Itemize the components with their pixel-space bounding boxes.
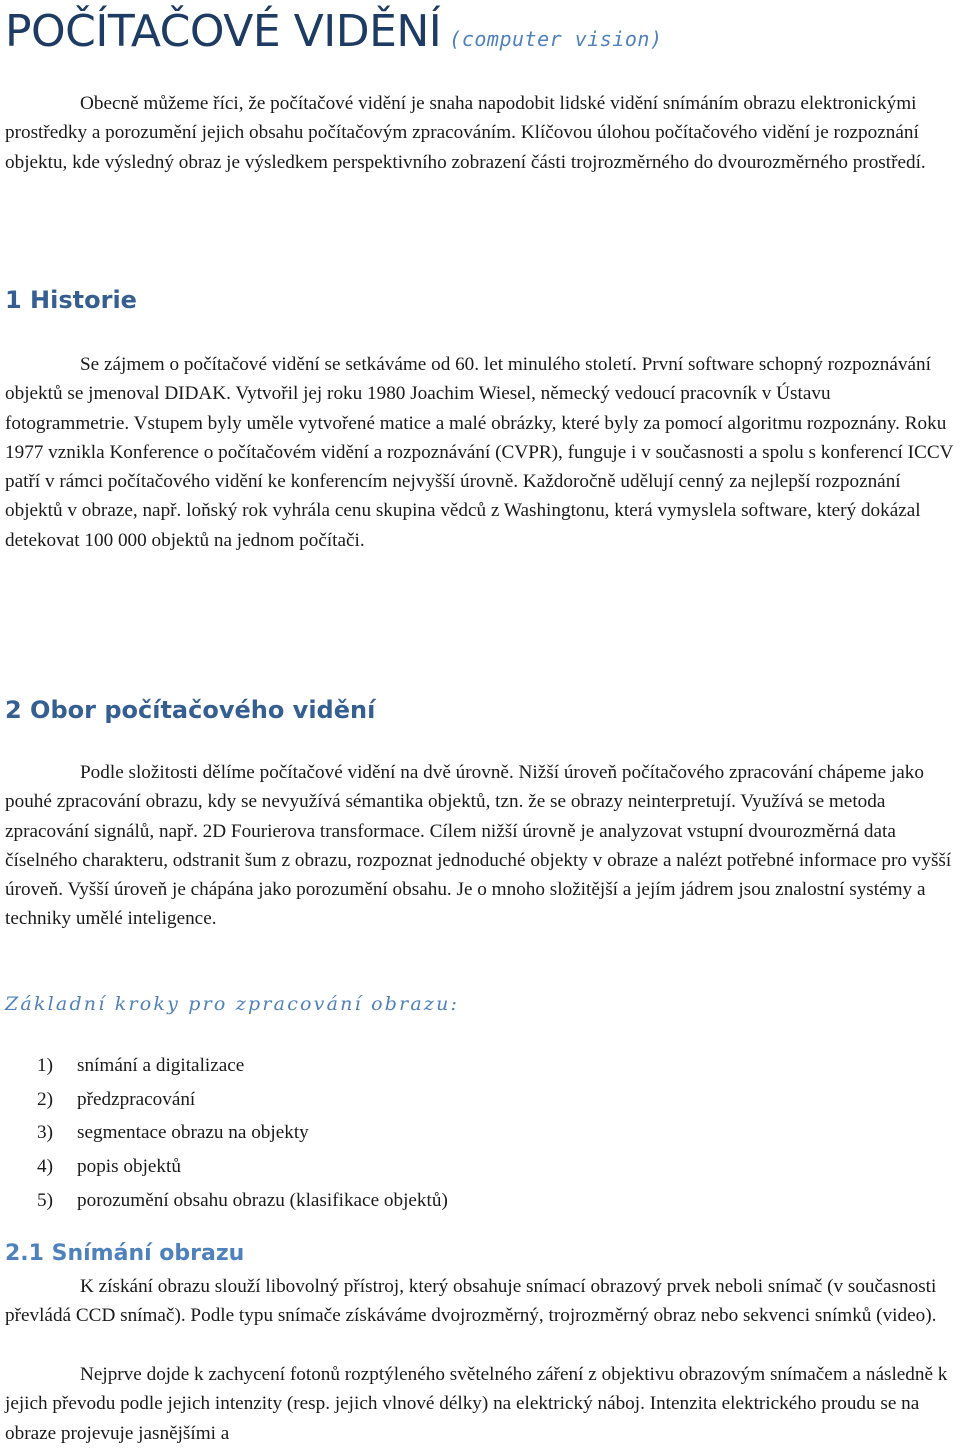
list-item-number: 1)	[37, 1055, 53, 1076]
list-item-label: popis objektů	[77, 1156, 181, 1178]
obor-paragraph: Podle složitosti dělíme počítačové vidění na dvě úrovně. Nižší úroveň počítačového zpracování chápeme jako pouhé zpracování obrazu, kdy se nevyužívá sémantika objektů, tzn. že se obrazy neinterpretují. Využívá se metoda zpracování signálů, např. 2D Fourierova transformace. Cílem nižší úrovně je analyzovat vstupní dvourozměrná data číselného charakteru, odstranit šum z obrazu, rozpoznat jednoduché objekty v obraze a nalézt potřebné informace pro vyšší úroveň. Vyšší úroveň je chápána jako porozumění obsahu. Je o mnoho složitější a jejím jádrem jsou znalostní systémy a techniky umělé inteligence.	[5, 762, 952, 930]
list-item	[37, 1049, 448, 1083]
historie-paragraph: Se zájmem o počítačové vidění se setkáváme od 60. let minulého století. První software schopný rozpoznávání objektů se jmenoval DIDAK. Vytvořil jej roku 1980 Joachim Wiesel, německý vedoucí pracovník v Ústavu fotogrammetrie. Vstupem byly uměle vytvořené matice a malé obrázky, které byly za pomocí algoritmu rozpoznány. Roku 1977 vznikla Konference o počítačovém vidění a rozpoznávání (CVPR), funguje i v současnosti a spolu s konferencí ICCV patří v rámci počítačového vidění ke konferencím nejvyšší úrovně. Každoročně udělují cenný za nejlepší rozpoznání objektů v obraze, např. loňský rok vyhrála cenu skupina vědců z Washingtonu, která vymyslela software, který dokázal detekovat 100 000 objektů na jednom počítači.	[5, 354, 954, 551]
list-item-label: snímání a digitalizace	[77, 1055, 245, 1076]
list-item	[37, 1184, 448, 1218]
list-item-label: segmentace obrazu na objekty	[77, 1122, 309, 1144]
snimani-paragraph-1: K získání obrazu slouží libovolný přístroj, který obsahuje snímací obrazový prvek neboli snímač (v současnosti převládá CCD snímač). Podle typu snímače získáváme dvojrozměrný, trojrozměrný obraz nebo sekvenci snímků (video).	[5, 1276, 937, 1327]
section-heading-obor: 2 Obor počítačového vidění	[5, 696, 376, 724]
list-item-label: porozumění obsahu obrazu (klasifikace objektů)	[77, 1189, 448, 1211]
list-item	[37, 1116, 448, 1150]
list-item	[37, 1150, 448, 1184]
list-item	[37, 1083, 448, 1117]
title-main: POČÍTAČOVÉ VIDĚNÍ	[5, 6, 442, 57]
steps-list	[37, 1049, 448, 1217]
list-item-number: 5)	[37, 1189, 53, 1211]
list-item-number: 2)	[37, 1088, 53, 1110]
snimani-paragraph-2: Nejprve dojde k zachycení fotonů rozptýleného světelného záření z objektivu obrazovým snímačem a následně k jejich převodu podle jejich intenzity (resp. jejich vlnové délky) na elektrický náboj. Intenzita elektrického proudu se na obraze projevuje jasnějšími a	[5, 1364, 948, 1444]
intro-paragraph: Obecně můžeme říci, že počítačové vidění je snaha napodobit lidské vidění snímáním obrazu elektronickými prostředky a porozumění jejich obsahu počítačovým zpracováním. Klíčovou úlohou počítačového vidění je rozpoznání objektu, kde výsledný obraz je výsledkem perspektivního zobrazení části trojrozměrného do dvourozměrného prostředí.	[5, 93, 926, 173]
list-item-number: 3)	[37, 1122, 53, 1144]
title-subtitle: (computer vision)	[449, 27, 663, 51]
list-item-label: předzpracování	[77, 1088, 196, 1110]
steps-title: Základní kroky pro zpracování obrazu:	[5, 993, 460, 1015]
list-item-number: 4)	[37, 1156, 53, 1178]
page-title	[5, 2, 662, 62]
section-heading-historie: 1 Historie	[5, 286, 137, 314]
section-heading-snimani: 2.1 Snímání obrazu	[5, 1241, 245, 1266]
